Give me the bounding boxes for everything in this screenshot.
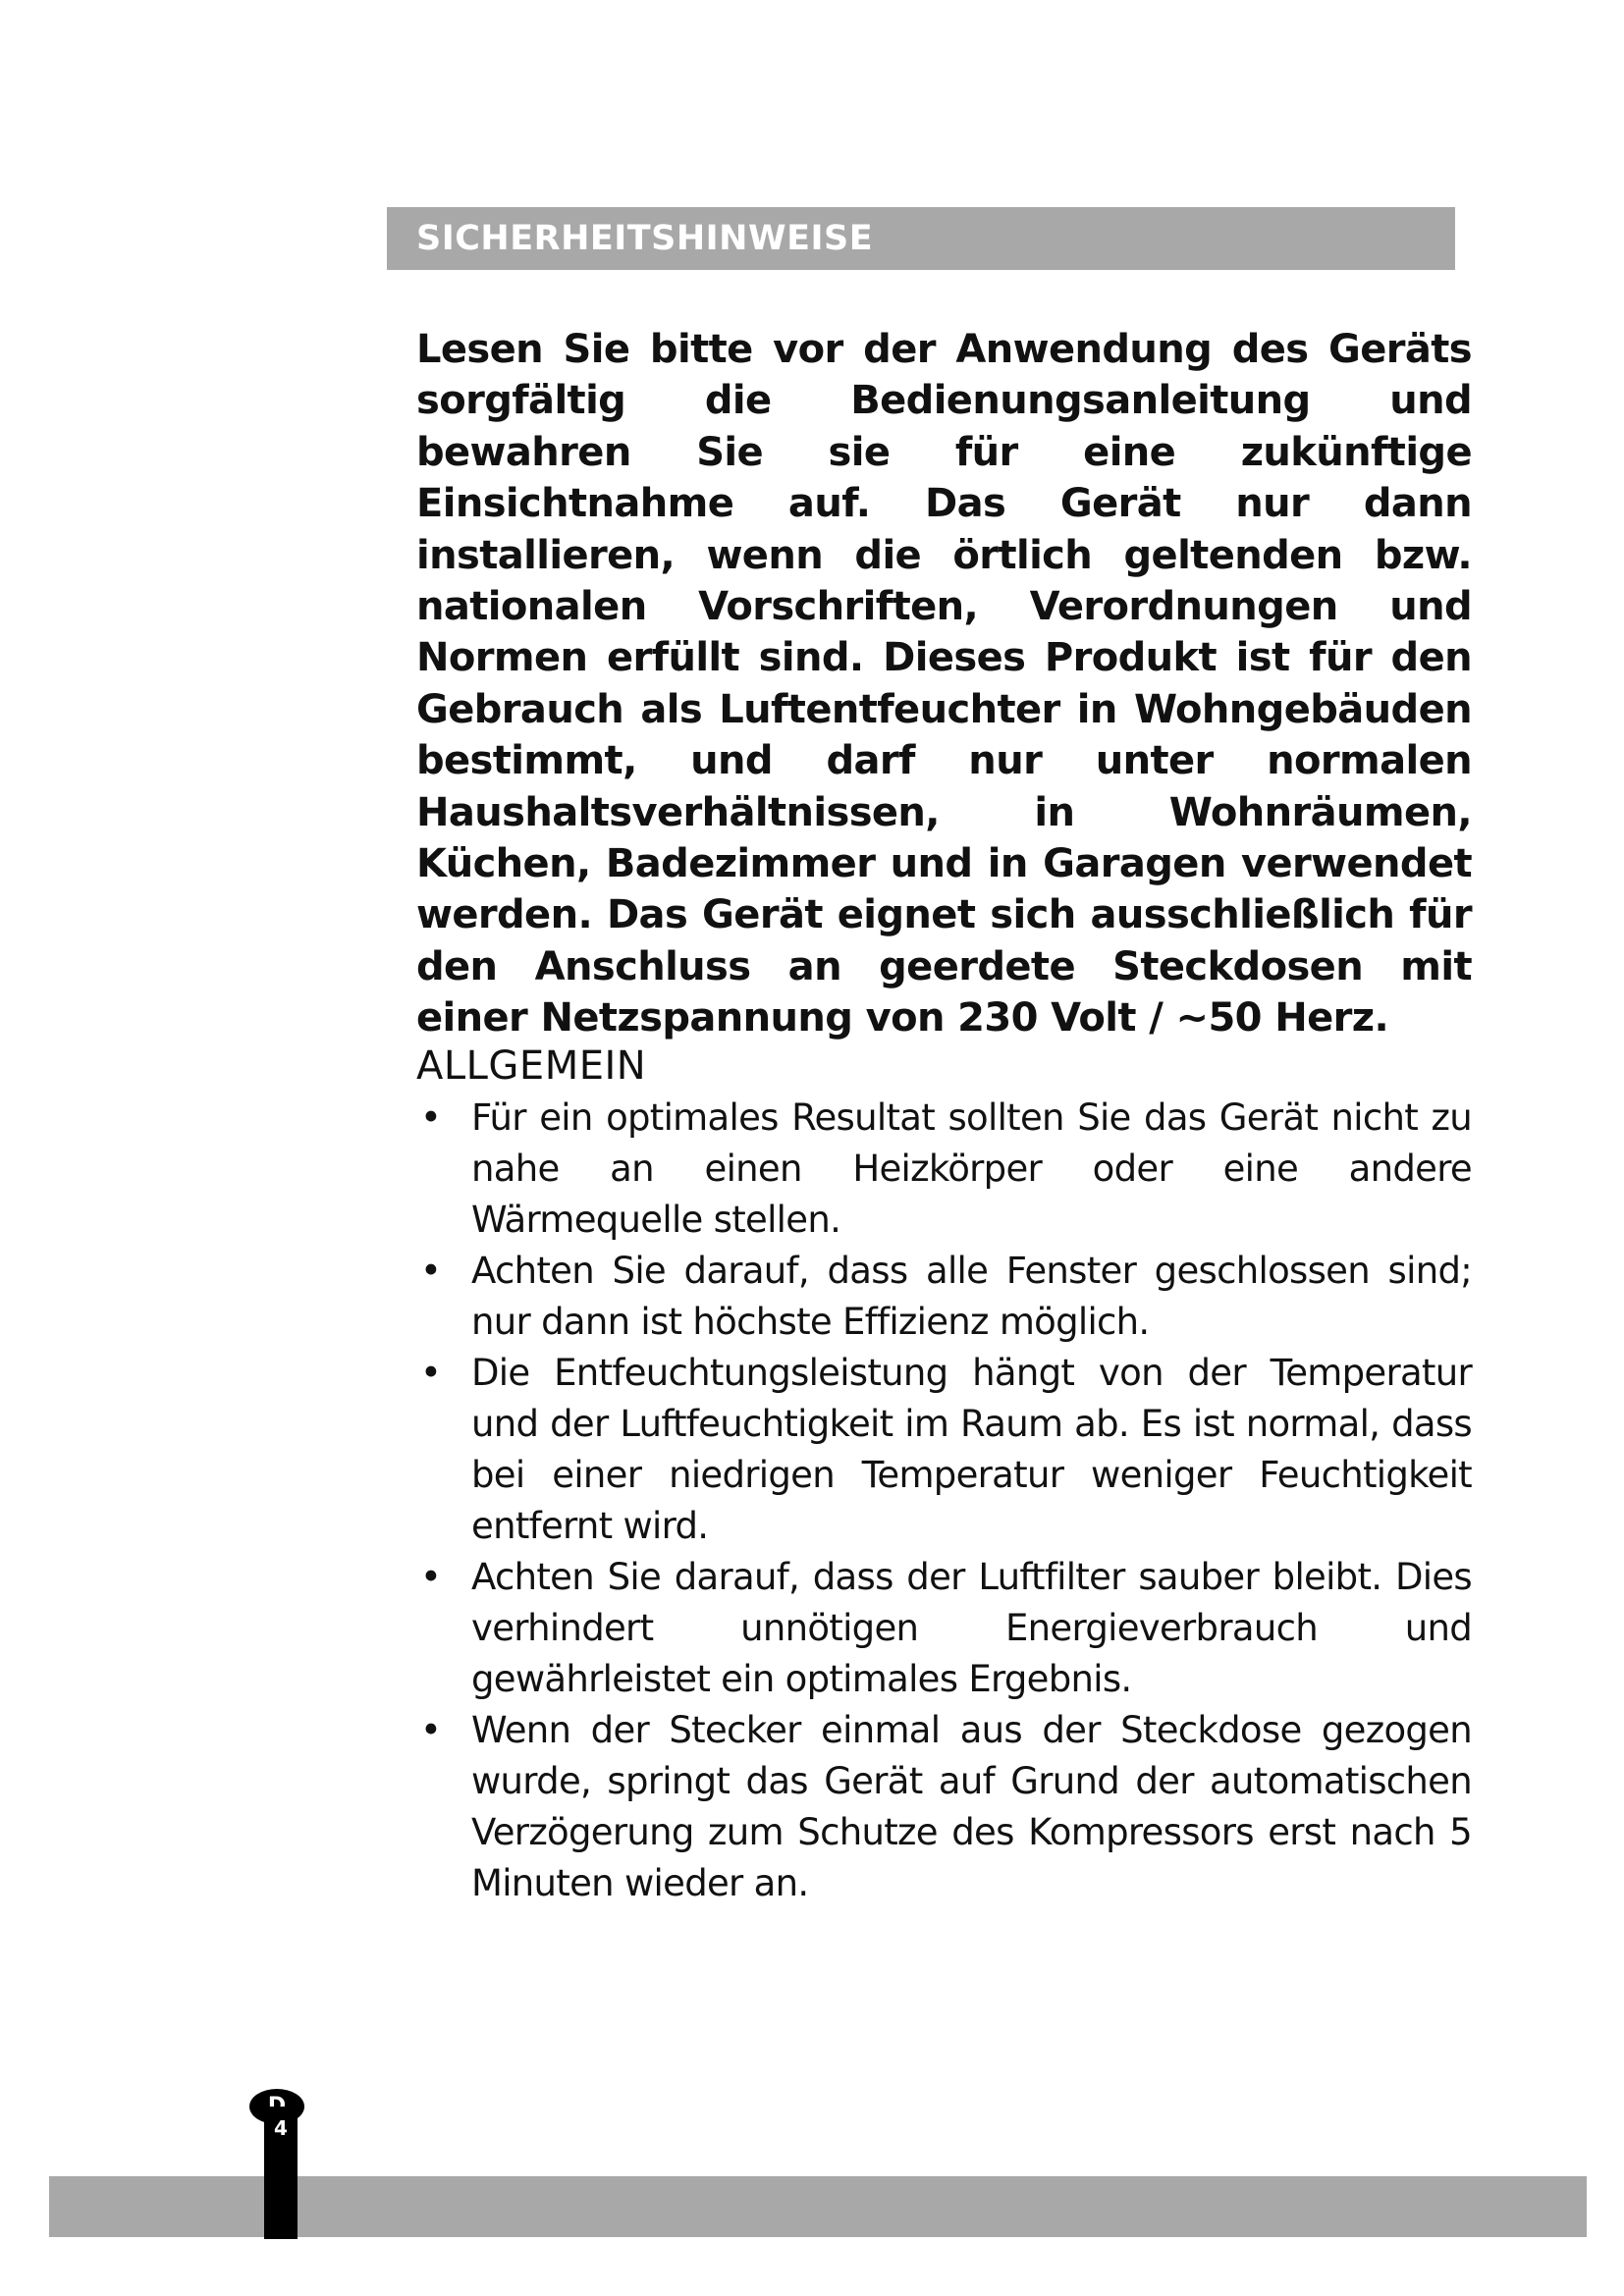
bullet-icon: • — [420, 1096, 442, 1139]
bullet-text: Achten Sie darauf, dass der Luftfilter sauber bleibt. Dies verhindert unnötigen Energieverbrauch und gewährleistet ein optimales Ergebnis. — [471, 1556, 1472, 1700]
bullet-item-5 — [416, 1705, 1472, 1909]
section-header-bar — [387, 207, 1455, 270]
bullet-text: Für ein optimales Resultat sollten Sie das Gerät nicht zu nahe an einen Heizkörper oder eine andere Wärmequelle stellen. — [471, 1096, 1472, 1241]
page-number: 4 — [274, 2116, 288, 2140]
bullet-item-1 — [416, 1093, 1472, 1246]
bullet-text: Achten Sie darauf, dass alle Fenster geschlossen sind; nur dann ist höchste Effizienz möglich. — [471, 1250, 1472, 1343]
bullet-item-3 — [416, 1348, 1472, 1552]
bullet-item-4 — [416, 1552, 1472, 1705]
bullet-icon: • — [420, 1709, 442, 1751]
bullet-text: Wenn der Stecker einmal aus der Steckdose gezogen wurde, springt das Gerät auf Grund der automatischen Verzögerung zum Schutze des Kompressors erst nach 5 Minuten wieder an. — [471, 1709, 1472, 1904]
general-bullet-list — [416, 1093, 1472, 1909]
bullet-icon: • — [420, 1556, 442, 1598]
general-heading: ALLGEMEIN — [416, 1043, 647, 1089]
section-title: SICHERHEITSHINWEISE — [416, 219, 874, 258]
bullet-text: Die Entfeuchtungsleistung hängt von der Temperatur und der Luftfeuchtigkeit im Raum ab. Es ist normal, dass bei einer niedrigen Temperatur weniger Feuchtigkeit entfernt wird. — [471, 1352, 1472, 1547]
intro-paragraph: Lesen Sie bitte vor der Anwendung des Geräts sorgfältig die Bedienungsanleitung und bewahren Sie sie für eine zukünftige Einsichtnahme auf. Das Gerät nur dann installieren, wenn die örtlich geltenden bzw. nationalen Vorschriften, Verordnungen und Normen erfüllt sind. Dieses Produkt ist für den Gebrauch als Luftentfeuchter in Wohngebäuden bestimmt, und darf nur unter normalen Haushaltsverhältnissen, in Wohnräumen, Küchen, Badezimmer und in Garagen verwendet werden. Das Gerät eignet sich ausschließlich für den Anschluss an geerdete Steckdosen mit einer Netzspannung von 230 Volt / ~50 Herz. — [416, 327, 1472, 1041]
page-number-tab — [264, 2107, 298, 2239]
bullet-icon: • — [420, 1250, 442, 1292]
bullet-icon: • — [420, 1352, 442, 1394]
bullet-item-2 — [416, 1246, 1472, 1348]
